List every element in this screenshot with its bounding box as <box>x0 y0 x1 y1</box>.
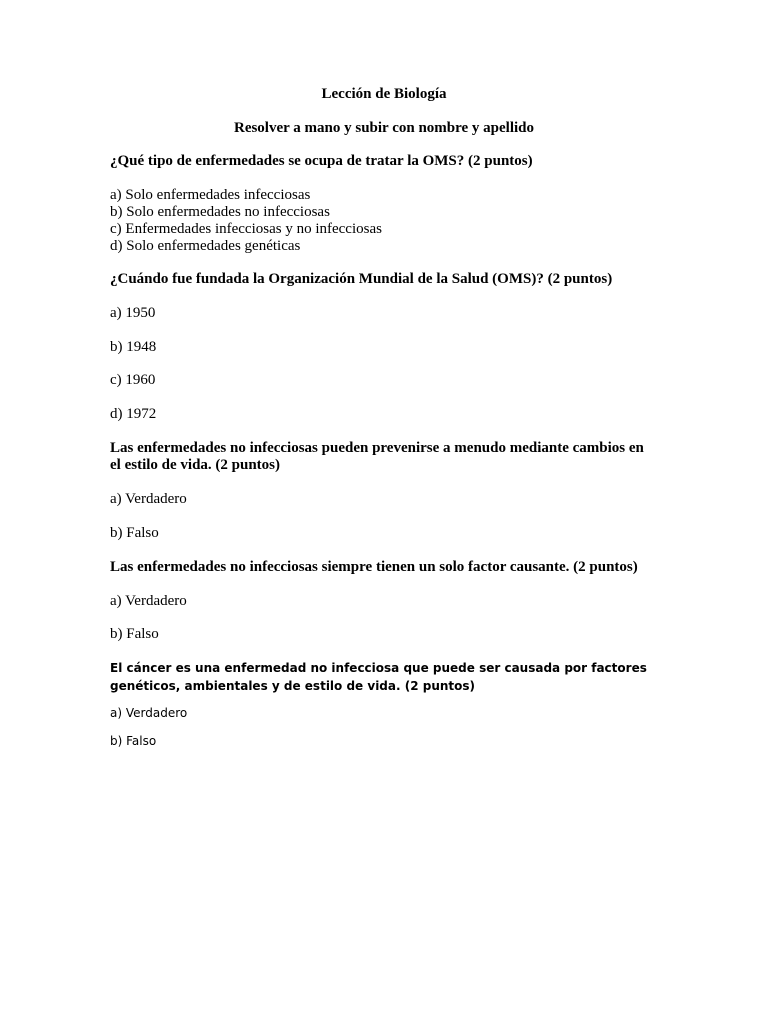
question-1-option-a: a) Solo enfermedades infecciosas <box>110 187 311 203</box>
question-3-prompt: Las enfermedades no infecciosas pueden prevenirse a menudo mediante cambios en el estilo de vida. (2 puntos) <box>110 440 644 473</box>
question-1-option-c: c) Enfermedades infecciosas y no infecciosas <box>110 221 382 237</box>
question-1-option-d: d) Solo enfermedades genéticas <box>110 238 301 254</box>
document-instructions: Resolver a mano y subir con nombre y apellido <box>233 120 535 136</box>
question-4-prompt: Las enfermedades no infecciosas siempre tienen un solo factor causante. (2 puntos) <box>110 559 638 575</box>
question-2-prompt: ¿Cuándo fue fundada la Organización Mundial de la Salud (OMS)? (2 puntos) <box>110 271 613 287</box>
question-5-prompt: El cáncer es una enfermedad no infecciosa que puede ser causada por factores genéticos, ambientales y de estilo de vida. (2 puntos) <box>110 661 647 693</box>
question-4-option-b: b) Falso <box>110 626 159 642</box>
question-1-option-b: b) Solo enfermedades no infecciosas <box>110 204 330 220</box>
question-5-option-a: a) Verdadero <box>110 706 188 720</box>
question-2-option-d: d) 1972 <box>110 406 157 422</box>
question-2-option-b: b) 1948 <box>110 339 157 355</box>
question-1-prompt: ¿Qué tipo de enfermedades se ocupa de tratar la OMS? (2 puntos) <box>110 153 533 169</box>
question-4-option-a: a) Verdadero <box>110 593 187 609</box>
document-title: Lección de Biología <box>321 86 447 102</box>
question-3-option-b: b) Falso <box>110 525 159 541</box>
question-2-option-a: a) 1950 <box>110 305 156 321</box>
question-5-option-b: b) Falso <box>110 734 157 748</box>
question-3-option-a: a) Verdadero <box>110 491 187 507</box>
question-2-option-c: c) 1960 <box>110 372 156 388</box>
